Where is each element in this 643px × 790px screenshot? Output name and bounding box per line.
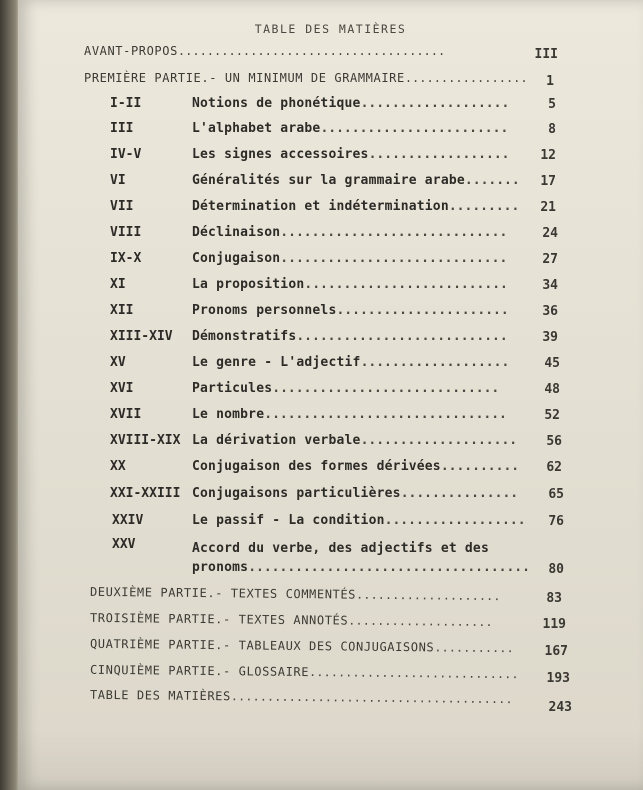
entry-label: La dérivation verbale: [192, 433, 361, 448]
leader-dots: ....................: [360, 433, 518, 448]
entry-label: Déclinaison: [192, 225, 281, 240]
chapter-number: IV-V: [110, 147, 142, 162]
chapter-entry-line2: [192, 560, 530, 575]
entry-label: Notions de phonétique: [192, 96, 361, 111]
chapter-number: XII: [110, 303, 134, 318]
entry-page-number: 5: [548, 97, 556, 112]
entry-label: Le passif - La condition: [192, 513, 385, 528]
chapter-number: VIII: [110, 225, 142, 240]
toc-entry-part: [90, 585, 501, 603]
chapter-entry: [192, 199, 519, 214]
chapter-number: VII: [110, 199, 134, 214]
entry-label: Démonstratifs: [192, 329, 297, 344]
entry-label: Pronoms personnels: [192, 303, 337, 318]
entry-label: La proposition: [192, 277, 305, 292]
entry-label: CINQUIÈME PARTIE.- GLOSSAIRE: [89, 662, 310, 680]
leader-dots: ........................: [320, 121, 509, 136]
leader-dots: .......: [464, 173, 520, 188]
entry-page-number: 39: [542, 330, 558, 345]
chapter-number: XVIII-XIX: [110, 433, 181, 448]
entry-label: Accord du verbe, des adjectifs et des: [192, 541, 489, 556]
chapter-entry: [192, 381, 499, 396]
chapter-entry: [192, 355, 509, 370]
page-title: TABLE DES MATIÈRES: [254, 22, 407, 36]
entry-page-number: 119: [542, 617, 566, 632]
chapter-entry: [192, 329, 508, 344]
entry-label: Le genre - L'adjectif: [192, 355, 361, 370]
leader-dots: ....................................: [248, 560, 530, 575]
entry-label: L'alphabet arabe: [192, 121, 321, 136]
chapter-entry: [192, 433, 517, 448]
chapter-entry: [192, 513, 526, 528]
entry-page-number: 12: [540, 148, 556, 163]
entry-page-number: 76: [548, 514, 564, 529]
chapter-number: VI: [110, 173, 126, 188]
toc-entry-part: [90, 611, 493, 629]
entry-label: Généralités sur la grammaire arabe: [192, 173, 465, 188]
entry-label: Les signes accessoires: [192, 147, 369, 162]
entry-page-number: 80: [548, 562, 564, 577]
leader-dots: ..........: [440, 459, 520, 474]
chapter-entry: [192, 251, 507, 266]
chapter-entry: [192, 173, 520, 188]
entry-label: pronoms: [192, 560, 249, 575]
chapter-number: IX-X: [110, 251, 142, 266]
entry-label: TROISIÈME PARTIE.- TEXTES ANNOTÉS: [89, 610, 349, 628]
leader-dots: ...................: [360, 355, 510, 370]
chapter-entry: [192, 225, 507, 240]
chapter-entry: [192, 303, 509, 318]
entry-page-number: 62: [546, 460, 562, 475]
leader-dots: ...............................: [264, 407, 507, 422]
entry-label: Conjugaisons particulières: [192, 486, 401, 501]
chapter-number: XVI: [110, 381, 134, 396]
entry-label: TABLE DES MATIÈRES: [89, 687, 231, 704]
leader-dots: .....................................: [177, 44, 446, 58]
leader-dots: .............................: [280, 251, 508, 266]
chapter-entry: [192, 121, 508, 136]
leader-dots: ...........: [434, 640, 514, 656]
chapter-entry: [192, 277, 508, 292]
leader-dots: ...............: [400, 486, 519, 501]
entry-page-number: III: [534, 47, 558, 62]
entry-page-number: 56: [546, 434, 562, 449]
chapter-number: XXIV: [112, 513, 144, 528]
entry-page-number: 36: [542, 304, 558, 319]
chapter-entry: [192, 147, 509, 162]
leader-dots: ...................: [360, 96, 510, 111]
leader-dots: ....................: [348, 613, 493, 630]
leader-dots: .......................................: [230, 689, 513, 707]
entry-label: DEUXIÈME PARTIE.- TEXTES COMMENTÉS: [89, 584, 357, 602]
toc-entry-part: [90, 688, 513, 706]
leader-dots: .............................: [280, 225, 508, 240]
chapter-number: XIII-XIV: [110, 329, 173, 344]
leader-dots: ..................: [368, 147, 510, 162]
toc-entry-avant-propos: [84, 44, 445, 58]
leader-dots: .................: [404, 71, 528, 85]
leader-dots: .............................: [272, 381, 500, 396]
entry-label: Conjugaison des formes dérivées: [192, 459, 441, 474]
chapter-number: I-II: [110, 96, 142, 111]
entry-page-number: 21: [540, 200, 556, 215]
leader-dots: ..........................: [304, 277, 508, 292]
toc-entry-premiere-partie: [84, 71, 528, 85]
chapter-entry: [192, 96, 509, 111]
entry-page-number: 193: [546, 671, 570, 686]
leader-dots: .............................: [309, 665, 519, 682]
entry-page-number: 8: [548, 122, 556, 137]
leader-dots: ....................: [355, 587, 501, 604]
chapter-entry: [192, 459, 519, 474]
entry-label: PREMIÈRE PARTIE.- UN MINIMUM DE GRAMMAIRE: [84, 71, 405, 85]
entry-page-number: 45: [544, 356, 560, 371]
chapter-number: XVII: [110, 407, 142, 422]
chapter-number: XX: [110, 459, 126, 474]
entry-page-number: 27: [542, 252, 558, 267]
entry-label: Le nombre: [192, 407, 265, 422]
chapter-number: XV: [110, 355, 126, 370]
toc-entry-part: [90, 663, 519, 681]
entry-label: AVANT-PROPOS: [84, 44, 178, 58]
chapter-number: III: [110, 121, 134, 136]
chapter-number: XXI-XXIII: [110, 486, 181, 501]
entry-label: Détermination et indétermination: [192, 199, 449, 214]
leader-dots: ......................: [336, 303, 509, 318]
chapter-entry: [192, 407, 507, 422]
book-page: [18, 0, 643, 790]
chapter-number: XXV: [112, 537, 136, 552]
entry-page-number: 34: [542, 278, 558, 293]
chapter-entry: [192, 486, 518, 501]
entry-label: Particules: [192, 381, 273, 396]
entry-page-number: 17: [540, 174, 556, 189]
entry-page-number: 24: [542, 226, 558, 241]
entry-page-number: 52: [544, 408, 560, 423]
entry-label: QUATRIÈME PARTIE.- TABLEAUX DES CONJUGAISONS: [89, 636, 435, 655]
leader-dots: .........: [448, 199, 520, 214]
entry-page-number: 1: [546, 74, 554, 89]
page-shadow: [18, 730, 643, 790]
entry-label: Conjugaison: [192, 251, 281, 266]
entry-page-number: 83: [546, 591, 562, 606]
entry-page-number: 65: [548, 487, 564, 502]
entry-page-number: 48: [544, 382, 560, 397]
chapter-entry-line1: [192, 541, 489, 556]
entry-page-number: 243: [548, 700, 572, 715]
leader-dots: ..................: [384, 513, 526, 528]
leader-dots: ...........................: [296, 329, 508, 344]
chapter-number: XI: [110, 277, 126, 292]
entry-page-number: 167: [544, 644, 568, 659]
toc-entry-part: [90, 637, 514, 655]
